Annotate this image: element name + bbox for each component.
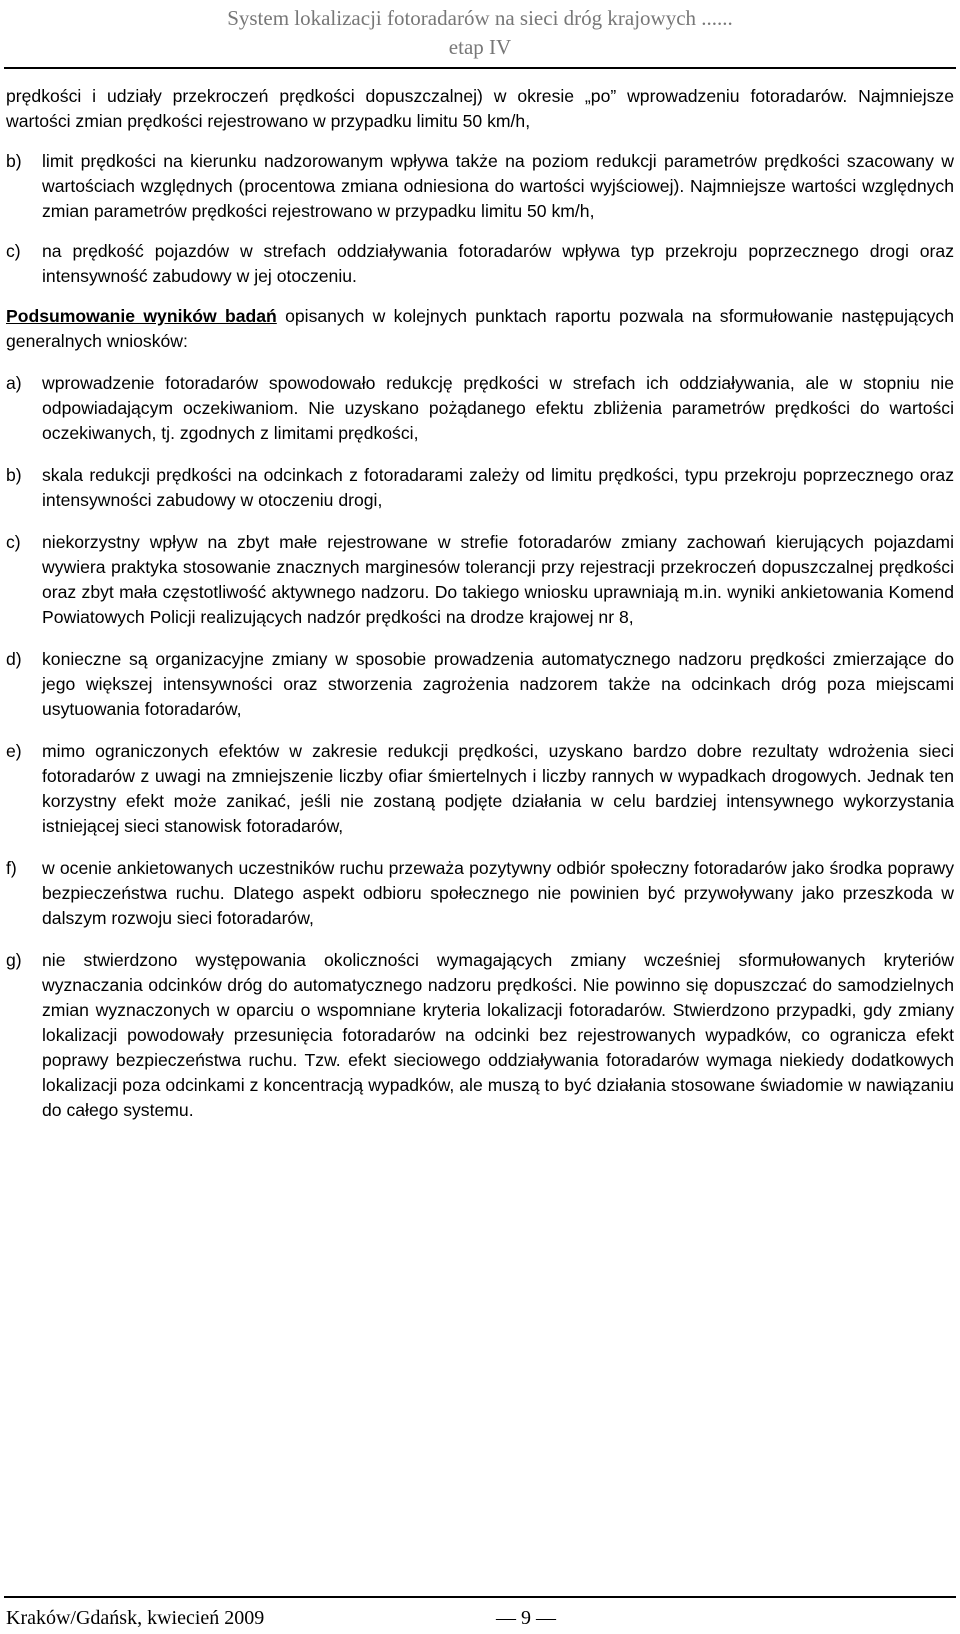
page-number: — 9 — [496, 1607, 556, 1629]
footer-divider [4, 1596, 956, 1598]
header-divider [4, 67, 956, 69]
conclusion-text: niekorzystny wpływ na zbyt małe rejestrowane w strefie fotoradarów zmiany zachowań kierujących pojazdami wywiera praktyka stosowanie znacznych marginesów tolerancji przy rejestracji przekroczeń dopuszczalnej prędkości oraz zbyt mała częstotliwość aktywnego nadzoru. Do takiego wniosku uprawniają m.in. wyniki ankietowania Komend Powiatowych Policji realizujących nadzór prędkości na drodze krajowej nr 8, [42, 532, 954, 627]
conclusion-text: wprowadzenie fotoradarów spowodowało redukcję prędkości w strefach ich oddziaływania, ale w stopniu nie odpowiadającym oczekiwaniom. Nie uzyskano pożądanego efektu zbliżenia parametrów prędkości do wartości oczekiwanych, tj. zgodnych z limitami prędkości, [42, 373, 954, 443]
list-marker: b) [6, 465, 22, 485]
list-item-c [6, 239, 954, 289]
list-marker: e) [6, 741, 22, 761]
conclusion-text: w ocenie ankietowanych uczestników ruchu przeważa pozytywny odbiór społeczny fotoradarów jako środka poprawy bezpieczeństwa ruchu. Dlatego aspekt odbioru społecznego nie powinien być przywoływany jako przeszkoda w dalszym rozwoju sieci fotoradarów, [42, 858, 954, 928]
conclusion-text: mimo ograniczonych efektów w zakresie redukcji prędkości, uzyskano bardzo dobre rezultaty wdrożenia sieci fotoradarów z uwagi na zmniejszenie liczby ofiar śmiertelnych i liczby rannych w wypadkach drogowych. Jednak ten korzystny efekt może zanikać, jeśli nie zostaną podjęte działania w celu bardziej intensywnego wykorzystania istniejącej sieci stanowisk fotoradarów, [42, 741, 954, 836]
summary-text: opisanych w kolejnych punktach raportu pozwala na sformułowanie następujących generalnych wniosków: [6, 306, 955, 351]
list-item-b [6, 149, 954, 224]
conclusion-b [6, 463, 954, 513]
conclusion-text: konieczne są organizacyjne zmiany w sposobie prowadzenia automatycznego nadzoru prędkości zmierzające do jego większej intensywności oraz stworzenia zagrożenia nadzorem także na odcinkach dróg poza miejscami usytuowania fotoradarów, [42, 649, 954, 719]
conclusion-e [6, 739, 954, 839]
list-marker: d) [6, 649, 22, 669]
list-item-text: limit prędkości na kierunku nadzorowanym wpływa także na poziom redukcji parametrów prędkości szacowany w wartościach względnych (procentowa zmiana odniesiona do wartości wyjściowej). Najmniejsze wartości względnych zmian parametrów prędkości rejestrowano w przypadku limitu 50 km/h, [42, 151, 954, 221]
conclusion-d [6, 647, 954, 722]
page-footer [6, 1605, 954, 1631]
list-marker: g) [6, 950, 22, 970]
list-marker: c) [6, 241, 21, 261]
list-marker: b) [6, 151, 22, 171]
list-item-text: na prędkość pojazdów w strefach oddziaływania fotoradarów wpływa typ przekroju poprzecznego drogi oraz intensywność zabudowy w jej otoczeniu. [42, 241, 954, 286]
conclusion-f [6, 856, 954, 931]
summary-paragraph [6, 304, 954, 354]
header-subtitle: etap IV [448, 35, 512, 59]
list-marker: a) [6, 373, 22, 393]
summary-heading: Podsumowanie wyników badań [6, 306, 277, 326]
intro-paragraph: prędkości i udziały przekroczeń prędkości dopuszczalnej) w okresie „po” wprowadzeniu fotoradarów. Najmniejsze wartości zmian prędkości rejestrowano w przypadku limitu 50 km/h, [6, 86, 954, 131]
page-body [6, 84, 954, 1123]
conclusion-text: nie stwierdzono występowania okoliczności wymagających zmiany wcześniej sformułowanych kryteriów wyznaczania odcinków dróg do automatycznego nadzoru prędkości. Nie powinno się dopuszczać do samodzielnych zmian wyznaczonych w oparciu o wspomniane kryteria lokalizacji fotoradarów. Stwierdzono przypadki, gdy zmiany lokalizacji powodowały przesunięcia fotoradarów na odcinki bez rejestrowanych wypadków, co ogranicza efekt poprawy bezpieczeństwa ruchu. Tzw. efekt sieciowego oddziaływania fotoradarów wymaga niekiedy dodatkowych lokalizacji poza odcinkami z koncentracją wypadków, ale muszą to być działania stosowane świadomie w nawiązaniu do całego systemu. [42, 950, 954, 1120]
list-marker: c) [6, 532, 21, 552]
conclusion-g [6, 948, 954, 1123]
conclusion-c [6, 530, 954, 630]
conclusion-text: skala redukcji prędkości na odcinkach z fotoradarami zależy od limitu prędkości, typu przekroju poprzecznego oraz intensywności zabudowy w otoczeniu drogi, [42, 465, 954, 510]
page-header [0, 0, 960, 62]
list-marker: f) [6, 858, 17, 878]
header-title: System lokalizacji fotoradarów na sieci dróg krajowych ...... [227, 6, 733, 30]
conclusion-a [6, 371, 954, 446]
footer-location-date: Kraków/Gdańsk, kwiecień 2009 [6, 1607, 265, 1629]
